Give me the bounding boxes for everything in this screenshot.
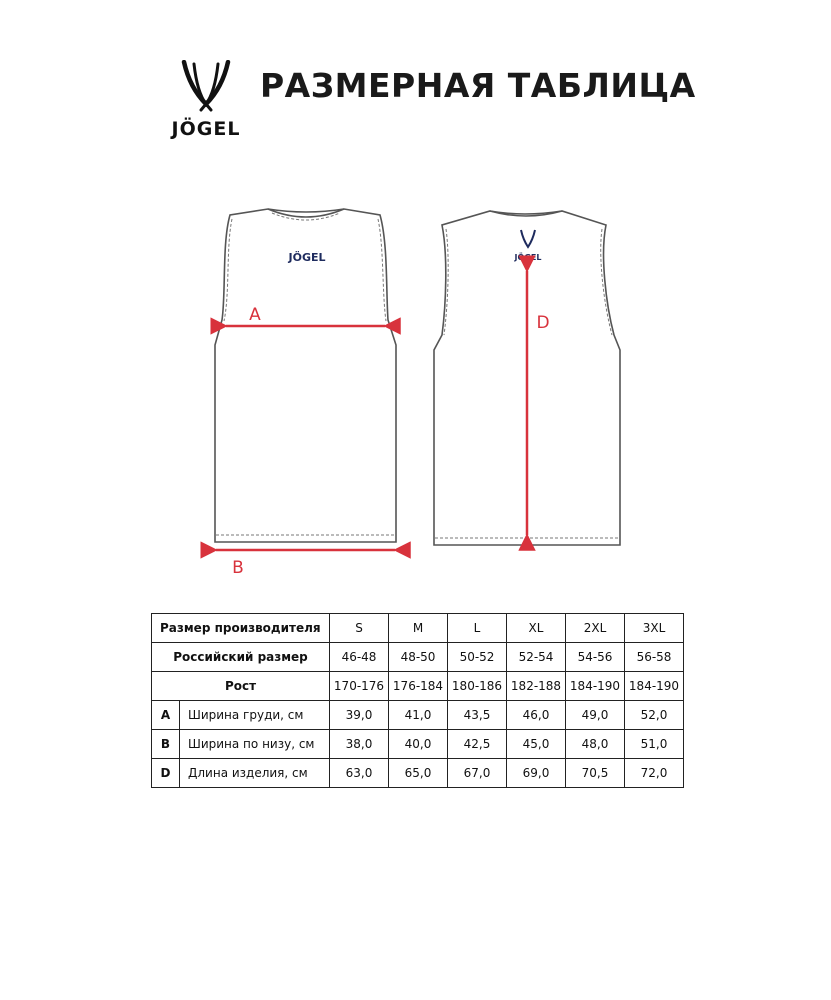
measure-cell: 49,0 [566, 701, 625, 730]
row-label: Ширина по низу, см [180, 730, 330, 759]
size-cell: S [330, 614, 389, 643]
measure-cell: 42,5 [448, 730, 507, 759]
size-cell: XL [507, 614, 566, 643]
front-print: JÖGEL [288, 251, 326, 264]
row-label: Длина изделия, см [180, 759, 330, 788]
height-cell: 182-188 [507, 672, 566, 701]
size-cell: 2XL [566, 614, 625, 643]
row-letter: B [152, 730, 180, 759]
table-row-manufacturer-size [152, 614, 684, 643]
table-row-chest-width [152, 701, 684, 730]
russian-size-cell: 46-48 [330, 643, 389, 672]
label-d: D [536, 313, 550, 333]
russian-size-cell: 56-58 [625, 643, 684, 672]
manufacturer-size-header: Размер производителя [152, 614, 330, 643]
height-cell: 180-186 [448, 672, 507, 701]
garment-diagrams [0, 195, 831, 590]
size-cell: L [448, 614, 507, 643]
height-cell: 170-176 [330, 672, 389, 701]
height-cell: 184-190 [566, 672, 625, 701]
size-table [151, 613, 684, 788]
page-title: РАЗМЕРНАЯ ТАБЛИЦА [260, 66, 696, 105]
measure-cell: 67,0 [448, 759, 507, 788]
russian-size-header: Российский размер [152, 643, 330, 672]
russian-size-cell: 52-54 [507, 643, 566, 672]
measure-cell: 46,0 [507, 701, 566, 730]
measure-cell: 63,0 [330, 759, 389, 788]
height-header: Рост [152, 672, 330, 701]
russian-size-cell: 54-56 [566, 643, 625, 672]
russian-size-cell: 48-50 [389, 643, 448, 672]
measure-cell: 65,0 [389, 759, 448, 788]
measure-cell: 70,5 [566, 759, 625, 788]
row-label: Ширина груди, см [180, 701, 330, 730]
table-row-hem-width [152, 730, 684, 759]
back-view [434, 211, 620, 545]
measure-cell: 40,0 [389, 730, 448, 759]
size-cell: M [389, 614, 448, 643]
measure-cell: 51,0 [625, 730, 684, 759]
measure-cell: 39,0 [330, 701, 389, 730]
table-row-russian-size [152, 643, 684, 672]
height-cell: 184-190 [625, 672, 684, 701]
measure-cell: 38,0 [330, 730, 389, 759]
back-print: JÖGEL [514, 253, 542, 262]
measure-cell: 45,0 [507, 730, 566, 759]
label-a: A [249, 305, 261, 325]
front-view [215, 209, 396, 578]
label-b: B [232, 558, 244, 578]
brand-name: JÖGEL [171, 118, 241, 140]
row-letter: A [152, 701, 180, 730]
height-cell: 176-184 [389, 672, 448, 701]
measure-cell: 43,5 [448, 701, 507, 730]
size-cell: 3XL [625, 614, 684, 643]
measure-cell: 41,0 [389, 701, 448, 730]
table-row-height [152, 672, 684, 701]
measure-cell: 72,0 [625, 759, 684, 788]
measure-cell: 69,0 [507, 759, 566, 788]
measure-cell: 48,0 [566, 730, 625, 759]
russian-size-cell: 50-52 [448, 643, 507, 672]
brand-logo [158, 60, 254, 144]
jogel-mark-icon [180, 60, 232, 116]
row-letter: D [152, 759, 180, 788]
table-row-length [152, 759, 684, 788]
measure-cell: 52,0 [625, 701, 684, 730]
